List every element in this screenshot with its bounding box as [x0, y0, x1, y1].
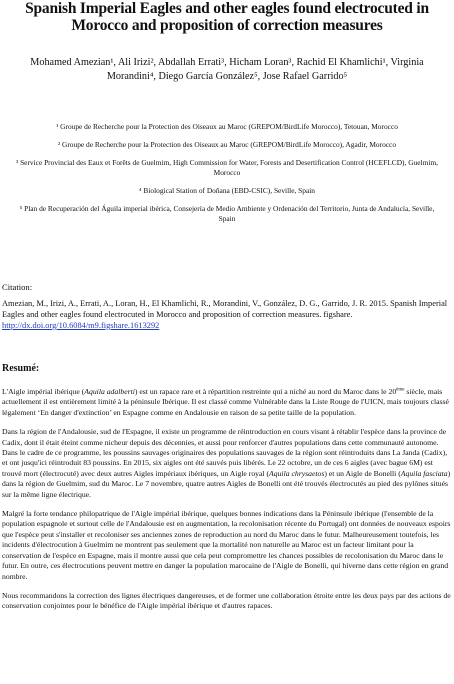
p1-text-a: L'Aigle impérial ibérique (	[2, 387, 85, 396]
species-name: Aquila adalberti	[84, 387, 135, 396]
affiliation-3: ³ Service Provincial des Eaux et Forêts de Guelmim, High Commission for Water, Forests and Desertification Control (HCEFLCD), Guelmim, Morocco	[16, 158, 438, 177]
author-list	[10, 56, 444, 84]
author-line-2: Morandini⁴, Diego García González⁵, Jose Rafael Garrido⁵	[106, 71, 348, 82]
p1-text-b: ) est un rapace rare et à répartition restreinte qui a niché au nord du Maroc dans le 20	[134, 387, 397, 396]
citation-text: Amezian, M., Irizi, A., Errati, A., Loran, H., El Khamlichi, R., Morandini, V., González, D. G., Garrido, J. R. 2015. Spanish Imperial Eagles and other eagles found electrocuted in Morocco and proposition of correction measures. figshare.	[2, 299, 448, 319]
p2-text-a: Dans la région de l'Andalousie, sud de l'Espagne, il existe un programme de réintroduction en cours visant à rétablir l'espèce dans la province de Cadix, dont il était éteint comme nicheur depuis des décennies, et aussi pour renforcer d'autres populations dans cette communauté autonome. Dans le cadre de ce programme, les poussins sauvages originaires des populations sauvages de la région sont réintroduits dans La Janda (Cadix), et ont jusqu'ici réintroduit 83 poussins. En 2015, six aigles ont été sauvés puis libérés. Le 22 octobre, un de ces 6 aigles (avec bague 6M) est trouvé mort (électrocuté) avec deux autres Aigles impériaux ibériques, un Aigle royal (	[2, 427, 448, 478]
species-name: Aquila fasciata	[400, 468, 448, 478]
resume-heading: Resumé:	[2, 363, 40, 374]
affiliation-4: ⁴ Biological Station of Doñana (EBD-CSIC), Seville, Spain	[138, 186, 316, 195]
p2-text-c: ) dans la région de Guelmim, sud du Maroc. Le 7 novembre, quatre autres Aigles de Bonelli ont été trouvés électrocutés au pied des pylônes situés sur la même ligne électrique.	[2, 468, 451, 499]
resume-body	[2, 387, 452, 621]
paragraph-4: Nous recommandons la correction des lignes électriques dangereuses, et de former une collaboration étroite entre les deux pays par des actions de conservation conjointes pour le bénéfice de l'Aigle impérial ibérique et d'autres rapaces.	[2, 590, 451, 611]
author-line-1: Mohamed Amezian¹, Ali Irizi², Abdallah Errati³, Hicham Loran³, Rachid El Khamlichi¹, Virginia	[30, 57, 424, 68]
paragraph-2	[2, 427, 452, 500]
citation-doi-link[interactable]: http://dx.doi.org/10.6084/m9.figshare.1613292	[2, 321, 160, 330]
paragraph-3: Malgré la forte tendance philopatrique de l'Aigle impérial ibérique, quelques bonnes indications dans la Péninsule ibérique (l'ensemble de la population espagnole et surtout celle de l'Andalousie est en augmentation, la recolonisation récente du Portugal) ont données de nouveaux espoirs que l'espèce peut s'installer et recoloniser ses anciennes zones de reproduction au nord du Maroc dans le futur. Malheureusement toutefois, les incidents d'électrocution à Guelmim ne montrent pas seulement que la mortalité non naturelle au Maroc est un facteur limitant pour la conservation de l'espèce en Espagne, mais il montre aussi que cela peut compromettre les chances possibles de recolonisation du Maroc dans le futur. En outre, ces électrocutions peuvent mettre en danger la population marocaine de l'Aigle de Bonelli, qui hiverne dans cette région en grand nombre.	[2, 509, 451, 581]
affiliation-list	[14, 122, 440, 232]
p2-text-b: ) et un Aigle de Bonelli (	[324, 468, 401, 478]
paper-title: Spanish Imperial Eagles and other eagles found electrocuted in Morocco and proposition of correction measures	[25, 0, 429, 34]
affiliation-1: ¹ Groupe de Recherche pour la Protection des Oiseaux au Maroc (GREPOM/BirdLife Morocco), Tetouan, Morocco	[56, 122, 398, 131]
species-name: Aquila chrysaetos	[269, 468, 325, 478]
affiliation-5: ⁵ Plan de Recuperación del Águila imperial ibérica, Consejería de Medio Ambiente y Ordenación del Territorio, Junta de Andalucía, Seville, Spain	[19, 204, 435, 223]
citation-block	[2, 298, 450, 331]
affiliation-2: ² Groupe de Recherche pour la Protection des Oiseaux au Maroc (GREPOM/BirdLife Morocco), Agadir, Morocco	[57, 140, 397, 149]
p1-text-c: siècle, mais actuellement il est entièrement limité à la péninsule Ibérique. Il est classé comme Vulnérable dans la Liste Rouge de l'UICN, mais toujours classé légalement ‘En danger d'extinction’ en Espagne comme en Andalousie en raison de sa petite taille de la population.	[2, 387, 449, 417]
citation-heading: Citation:	[2, 282, 33, 292]
century-superscript: ème	[396, 387, 405, 393]
paragraph-1	[2, 387, 452, 418]
